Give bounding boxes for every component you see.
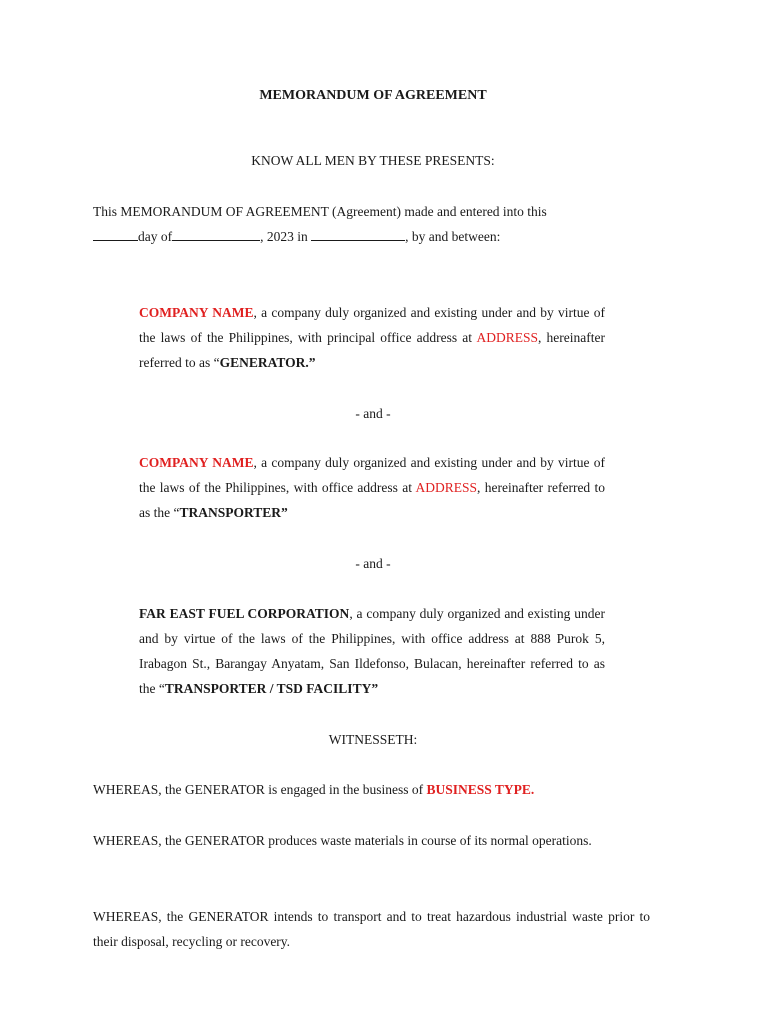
party2-text-1: , a company duly organized and existing under and by virtue of the laws of the Philippines, with office address at	[139, 455, 605, 495]
business-type: BUSINESS TYPE.	[426, 782, 535, 797]
whereas-transport-intent: WHEREAS, the GENERATOR intends to transport and to treat hazardous industrial waste prior to their disposal, recycling or recovery.	[93, 909, 650, 949]
whereas1-text: WHEREAS, the GENERATOR is engaged in the business of	[93, 782, 424, 797]
and-separator-1: - and -	[355, 406, 391, 421]
party1-text-1: , a company duly organized and existing under and by virtue of the laws of the Philippines, with principal office address at	[139, 305, 605, 345]
party3-name: FAR EAST FUEL CORPORATION	[139, 606, 350, 621]
party1-role: GENERATOR.”	[219, 355, 316, 370]
party1-name: COMPANY NAME	[139, 305, 254, 320]
presents-line: KNOW ALL MEN BY THESE PRESENTS:	[251, 153, 495, 168]
party2-name: COMPANY NAME	[139, 455, 254, 470]
whereas-waste-production: WHEREAS, the GENERATOR produces waste materials in course of its normal operations.	[93, 833, 592, 848]
intro-text-4: , by and between:	[405, 229, 501, 244]
party-tsd-facility	[139, 601, 605, 701]
party3-role: TRANSPORTER / TSD FACILITY”	[164, 681, 379, 696]
month-blank	[172, 227, 260, 241]
and-separator-2: - and -	[355, 556, 391, 571]
witnesseth-heading: WITNESSETH:	[328, 732, 418, 747]
party2-text-2: , hereinafter referred to as the “	[139, 480, 605, 520]
intro-paragraph	[93, 199, 650, 249]
document-title: MEMORANDUM OF AGREEMENT	[259, 88, 487, 103]
intro-text-3: , 2023 in	[260, 229, 308, 244]
party1-address: ADDRESS	[476, 330, 538, 345]
whereas-business	[93, 777, 650, 802]
party1-text-2: , hereinafter referred to as “	[139, 330, 605, 370]
party-transporter	[139, 450, 605, 525]
party2-role: TRANSPORTER”	[179, 505, 288, 520]
party2-address: ADDRESS	[415, 480, 478, 495]
party-generator	[139, 300, 605, 375]
intro-text-1: This MEMORANDUM OF AGREEMENT (Agreement) made and entered into this	[93, 204, 547, 219]
intro-text-2: day of	[138, 229, 173, 244]
place-blank	[311, 227, 405, 241]
day-blank	[93, 227, 138, 241]
party3-text-1: , a company duly organized and existing under and by virtue of the laws of the Philippines, with office address at 888 Purok 5, Irabagon St., Barangay Anyatam, San Ildefonso, Bulacan, hereinafter referred to as the “	[139, 606, 606, 696]
